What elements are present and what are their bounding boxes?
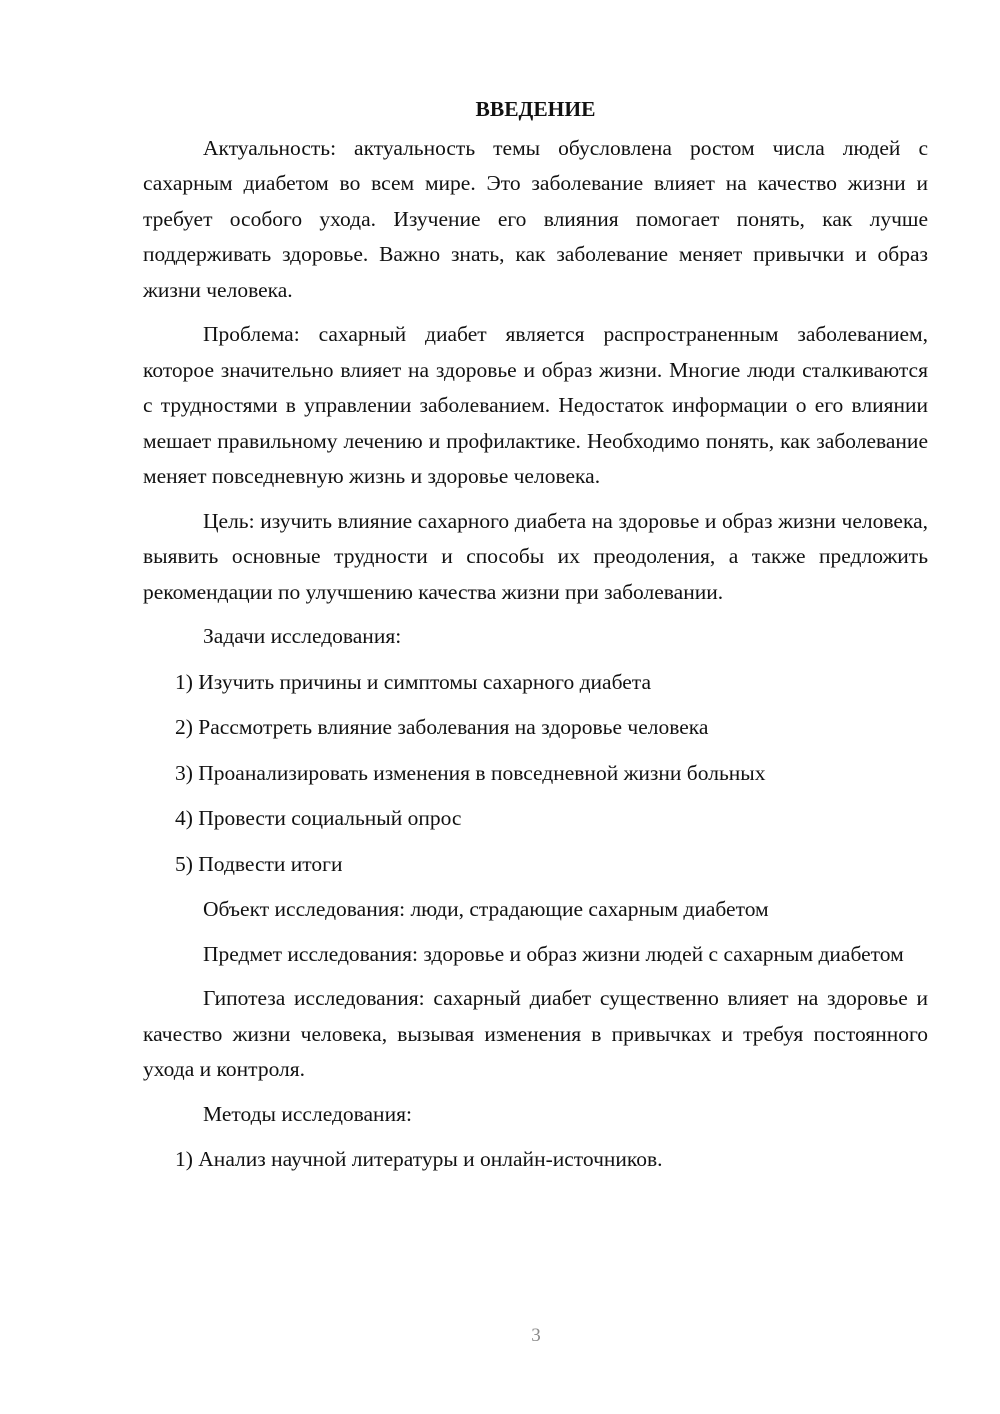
list-item: 5) Подвести итоги: [175, 851, 343, 876]
tasks-title: Задачи исследования:: [203, 624, 402, 648]
list-item: 2) Рассмотреть влияние заболевания на здоровье человека: [175, 715, 709, 739]
list-item: 4) Провести социальный опрос: [175, 806, 462, 830]
object-paragraph: Объект исследования: люди, страдающие сахарным диабетом: [203, 897, 769, 921]
methods-title: Методы исследования:: [203, 1101, 412, 1126]
problem-paragraph: Проблема: сахарный диабет является распространенным заболеванием, которое значительно влияет на здоровье и образ жизни. Многие люди сталкиваются с трудностями в управлении заболеванием. Недостаток информации о его влиянии мешает правильному лечению и профилактике. Необходимо понять, как заболевание меняет повседневную жизнь и здоровье человека.: [143, 322, 928, 488]
methods-list: [143, 1142, 928, 1178]
tasks-list: [143, 665, 928, 883]
list-item: 1) Изучить причины и симптомы сахарного диабета: [175, 669, 651, 694]
section-heading: ВВЕДЕНИЕ: [475, 97, 596, 121]
list-item: 3) Проанализировать изменения в повседневной жизни больных: [175, 760, 766, 785]
page-number: 3: [531, 1325, 541, 1346]
relevance-paragraph: Актуальность: актуальность темы обусловлена ростом числа людей с сахарным диабетом во всем мире. Это заболевание влияет на качество жизни и требует особого ухода. Изучение его влияния помогает понять, как лучше поддерживать здоровье. Важно знать, как заболевание меняет привычки и образ жизни человека.: [143, 135, 928, 302]
subject-paragraph: Предмет исследования: здоровье и образ жизни людей с сахарным диабетом: [203, 941, 904, 966]
hypothesis-paragraph: Гипотеза исследования: сахарный диабет существенно влияет на здоровье и качество жизни человека, вызывая изменения в привычках и требуя постоянного ухода и контроля.: [143, 986, 928, 1081]
page-content: [143, 92, 928, 1188]
list-item: 1) Анализ научной литературы и онлайн-источников.: [175, 1147, 663, 1171]
goal-paragraph: Цель: изучить влияние сахарного диабета на здоровье и образ жизни человека, выявить основные трудности и способы их преодоления, а также предложить рекомендации по улучшению качества жизни при заболевании.: [143, 508, 928, 604]
